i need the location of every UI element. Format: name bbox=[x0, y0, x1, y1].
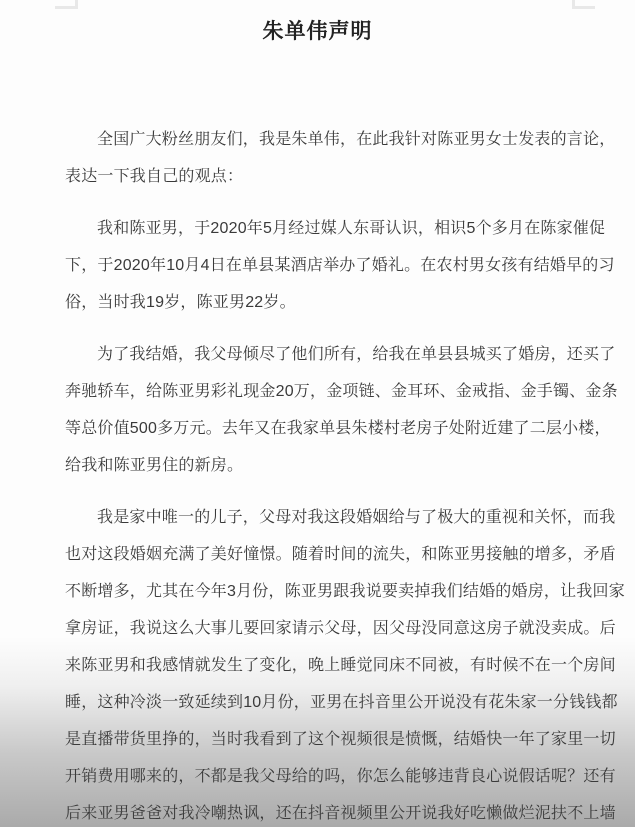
paragraph bbox=[65, 499, 625, 827]
paragraph bbox=[65, 121, 616, 195]
document-title: 朱单伟声明 bbox=[262, 20, 373, 43]
text-line: 表达一下我自己的观点： bbox=[65, 168, 244, 185]
text-line: 是直播带货里挣的，当时我看到了这个视频很是愤慨，结婚快一年了家里一切 bbox=[65, 731, 616, 748]
text-line: 开销费用哪来的，不都是我父母给的吗，你怎么能够违背良心说假话呢？还有 bbox=[65, 768, 616, 785]
text-line: 全国广大粉丝朋友们，我是朱单伟，在此我针对陈亚男女士发表的言论， bbox=[97, 131, 616, 148]
text-line: 也对这段婚姻充满了美好憧憬。随着时间的流失，和陈亚男接触的增多，矛盾 bbox=[65, 546, 616, 563]
text-line: 为了我结婚，我父母倾尽了他们所有，给我在单县县城买了婚房，还买了 bbox=[97, 346, 616, 363]
text-line: 俗，当时我19岁，陈亚男22岁。 bbox=[65, 294, 296, 311]
text-line: 下，于2020年10月4日在单县某酒店举办了婚礼。在农村男女孩有结婚早的习 bbox=[65, 257, 615, 274]
paragraph bbox=[65, 210, 615, 321]
text-line: 奔驰轿车，给陈亚男彩礼现金20万，金项链、金耳环、金戒指、金手镯、金条 bbox=[65, 383, 618, 400]
text-line: 后来亚男爸爸对我冷嘲热讽，还在抖音视频里公开说我好吃懒做烂泥扶不上墙 bbox=[65, 805, 616, 822]
text-line: 我是家中唯一的儿子，父母对我这段婚姻给与了极大的重视和关怀，而我 bbox=[97, 509, 616, 526]
text-line: 等总价值500多万元。去年又在我家单县朱楼村老房子处附近建了二层小楼， bbox=[65, 420, 611, 437]
paragraph bbox=[65, 336, 618, 484]
document-body bbox=[0, 121, 635, 827]
text-line: 睡，这种冷淡一致延续到10月份，亚男在抖音里公开说没有花朱家一分钱钱都 bbox=[65, 694, 618, 711]
text-line: 我和陈亚男，于2020年5月经过媒人东哥认识，相识5个多月在陈家催促 bbox=[97, 220, 606, 237]
text-line: 给我和陈亚男住的新房。 bbox=[65, 457, 244, 474]
text-line: 来陈亚男和我感情就发生了变化，晚上睡觉同床不同被，有时候不在一个房间 bbox=[65, 657, 616, 674]
text-line: 不断增多，尤其在今年3月份，陈亚男跟我说要卖掉我们结婚的婚房，让我回家 bbox=[65, 583, 625, 600]
text-line: 拿房证，我说这么大事儿要回家请示父母，因父母没同意这房子就没卖成。后 bbox=[65, 620, 616, 637]
